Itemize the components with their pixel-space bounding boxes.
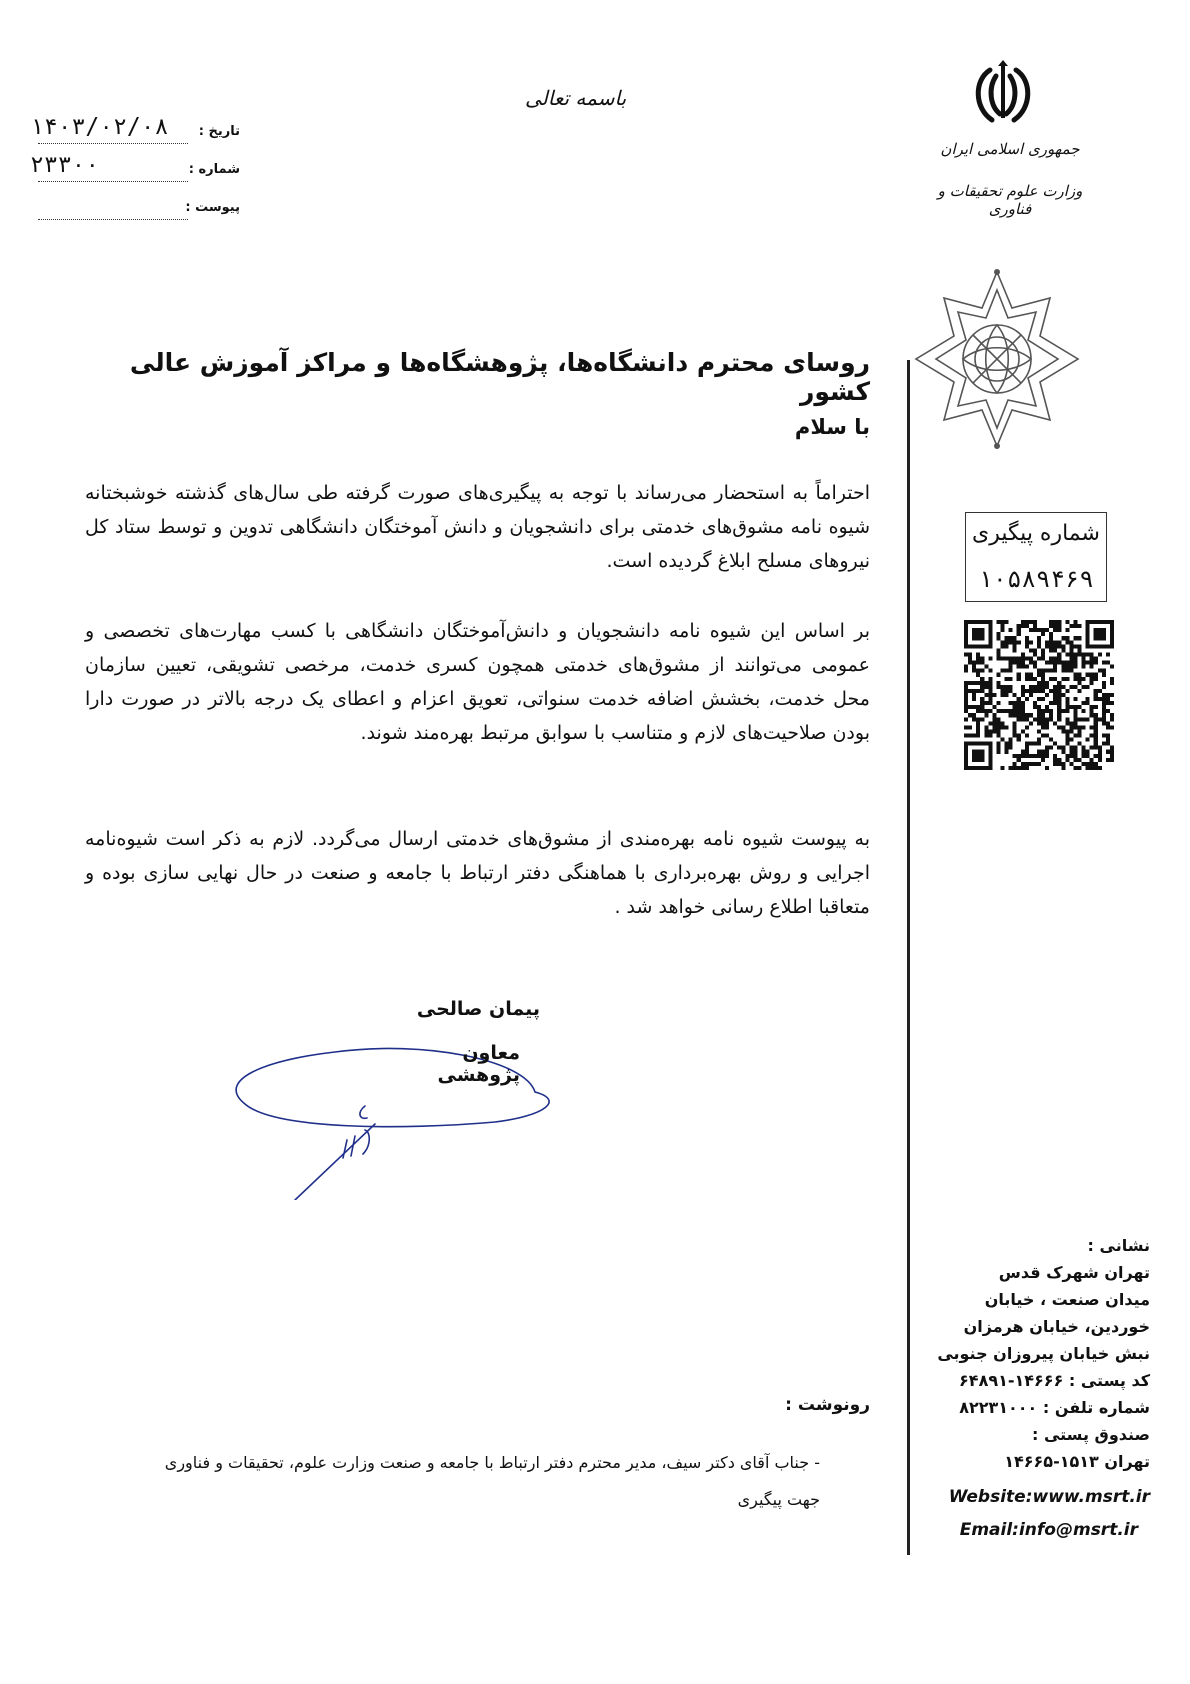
address-line: تهران شهرک قدس xyxy=(998,1263,1150,1282)
tracking-label: شماره پیگیری xyxy=(972,521,1100,546)
cc-recipient: - جناب آقای دکتر سیف، مدیر محترم دفتر ارتباط با جامعه و صنعت وزارت علوم، تحقیقات و فناوری xyxy=(164,1453,820,1472)
attachment-label: پیوست : xyxy=(185,200,240,215)
po-box-value: تهران ۱۵۱۳-۱۴۶۶۵ xyxy=(1004,1452,1150,1471)
qr-code-icon xyxy=(964,620,1114,770)
po-box-label: صندوق پستی : xyxy=(1031,1425,1150,1444)
address-line: نشانی : xyxy=(1087,1236,1150,1255)
signatory-name: پیمان صالحی xyxy=(416,998,540,1020)
phone-number: شماره تلفن : ۸۲۲۳۱۰۰۰ xyxy=(959,1398,1150,1417)
recipient-heading: روسای محترم دانشگاه‌ها، پژوهشگاه‌ها و مراکز آموزش عالی کشور xyxy=(129,348,870,406)
date-value: ۱۴۰۳/۰۲/۰۸ xyxy=(30,114,169,140)
body-paragraph: احتراماً به استحضار می‌رساند با توجه به پیگیری‌های صورت گرفته طی سال‌های گذشته خوشبختانه شیوه نامه مشوق‌های خدمتی برای دانشجویان و دانش آموختگان دانشگاهی تدوین و توسط ستاد کل نیروهای مسلح ابلاغ گردیده است. xyxy=(85,482,870,572)
attachment-field xyxy=(30,198,240,222)
address-line: میدان صنعت ، خیابان xyxy=(984,1290,1150,1309)
greeting: با سلام xyxy=(794,415,870,439)
cc-purpose: جهت پیگیری xyxy=(737,1490,820,1509)
signatory-title: معاون پژوهشی xyxy=(437,1042,520,1086)
body-paragraph: به پیوست شیوه نامه بهره‌مندی از مشوق‌های خدمتی ارسال می‌گردد. لازم به ذکر است شیوه‌نامه اجرایی و روش بهره‌برداری با هماهنگی دفتر ارتباط با جامعه و صنعت در حال نهایی سازی بوده و متعاقبا اطلاع رسانی خواهد شد . xyxy=(85,828,870,918)
number-value: ۲۳۳۰۰ xyxy=(30,152,100,178)
date-dotted-line xyxy=(38,143,188,144)
body-paragraph: بر اساس این شیوه نامه دانشجویان و دانش‌آموختگان دانشگاهی با کسب مهارت‌های تخصصی و عمومی می‌توانند از مشوق‌های خدمتی همچون کسری خدمت، مرخصی تشویقی، تعیین سازمان محل خدمت، بخشش اضافه خدمت سنواتی، تعویق اعزام و اعطای یک درجه بالاتر در صورت دارا بودن صلاحیت‌های لازم و متناسب با سوابق مرتبط بهره‌مند شوند. xyxy=(85,620,870,744)
address-line: نبش خیابان پیروزان جنوبی xyxy=(937,1344,1150,1363)
iran-emblem-icon xyxy=(968,58,1038,128)
address-line: خوردین، خیابان هرمزان xyxy=(963,1317,1150,1336)
ministry-title: وزارت علوم تحقیقات و فناوری xyxy=(937,182,1083,218)
government-title: جمهوری اسلامی ایران xyxy=(940,140,1080,158)
date-label: تاریخ : xyxy=(198,124,240,139)
number-label: شماره : xyxy=(188,162,240,177)
ornament-icon xyxy=(912,268,1082,450)
number-field xyxy=(30,152,240,184)
tracking-number: ۱۰۵۸۹۴۶۹ xyxy=(978,565,1094,593)
email-link[interactable]: Email:info@msrt.ir xyxy=(959,1520,1138,1540)
date-field xyxy=(30,114,240,146)
basmala-heading: باسمه تعالی xyxy=(525,86,627,110)
website-link[interactable]: Website:www.msrt.ir xyxy=(948,1487,1150,1507)
number-dotted-line xyxy=(38,181,188,182)
postal-code: کد پستی : ۱۴۶۶۶-۶۴۸۹۱ xyxy=(959,1371,1150,1390)
attachment-dotted-line xyxy=(38,219,188,220)
cc-label: رونوشت : xyxy=(785,1395,870,1415)
address-block xyxy=(910,1232,1150,1475)
tracking-box xyxy=(965,512,1107,602)
